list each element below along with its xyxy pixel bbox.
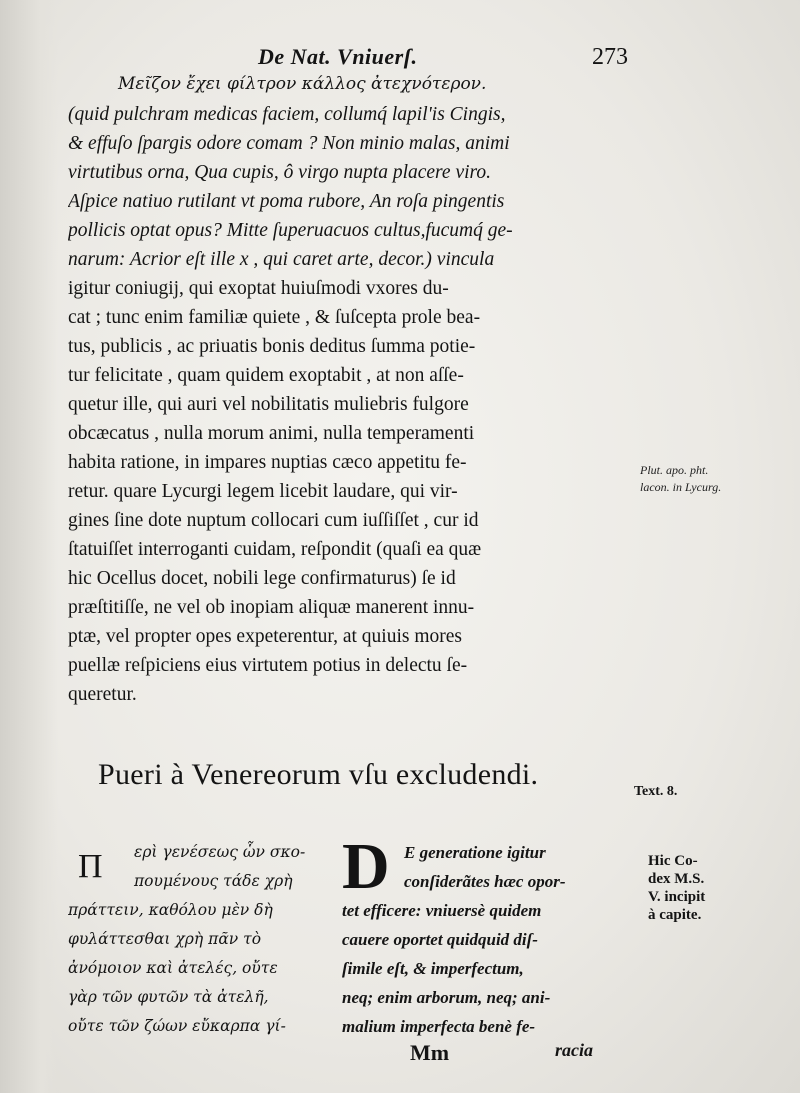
body-line: ptæ, vel propter opes expeterentur, at quiuis mores [68,626,462,647]
body-line: puellæ reſpiciens eius virtutem potius in delectu ſe- [68,655,468,676]
body-line: tus, publicis , ac priuatis bonis deditus ſumma potie- [68,336,476,357]
body-line: ſtatuiſſet interroganti cuidam, reſpondit (quaſi ea quæ [68,539,482,560]
latin-column-line: neq; enim arborum, neq; ani- [342,988,551,1007]
latin-column-line: malium imperfecta benè fe- [342,1017,536,1036]
running-head: De Nat. Vniuerſ. [258,44,418,69]
body-line: pollicis optat opus? Mitte ſuperuacuos cultus,fucumq́ ge- [68,220,513,241]
body-line: gines ſine dote nuptum collocari cum iuſſiſſet , cur id [68,510,479,531]
greek-column-line: ἀνόμοιον καὶ ἀτελές, οὔτε [68,959,278,977]
page-number: 273 [592,44,628,70]
latin-drop-cap: D [342,830,390,903]
body-line: & effuſo ſpargis odore comam ? Non minio malas, animi [68,133,510,154]
body-line: queretur. [68,684,137,705]
page-gutter-shadow [0,0,58,1093]
latin-column-line: cauere oportet quidquid diſ- [342,930,538,949]
marginal-note-plutarch: Plut. apo. pht. lacon. in Lycurg. [640,463,722,494]
latin-column-line: ſimile eſt, & imperfectum, [342,959,524,978]
latin-column-line: E generatione igitur [404,843,546,862]
latin-column-line: conſiderãtes hæc opor- [404,872,566,891]
codex-note-line: V. incipit [648,889,706,905]
body-line: igitur coniugij, qui exoptat huiuſmodi vxores du- [68,278,449,299]
greek-column-line: πράττειν, καθόλου μὲν δὴ [68,901,273,919]
body-line: hic Ocellus docet, nobili lege confirmaturus) ſe id [68,568,456,589]
signature-mark: Mm [410,1040,450,1065]
catchword: racia [555,1040,593,1060]
body-line: (quid pulchram medicas faciem, collumq́ lapil'is Cingis, [68,104,506,125]
body-line: cat ; tunc enim familiæ quiete , & ſuſcepta prole bea- [68,307,481,328]
body-text [68,100,633,709]
greek-column-line: πουμένους τάδε χρὴ [134,872,293,890]
greek-verse-line: Μεῖζον ἔχει φίλτρον κάλλος ἀτεχνότερον. [118,74,487,94]
body-line: narum: Acrior eſt ille x , qui caret arte, decor.) vincula [68,249,495,270]
text-number-label: Text. 8. [634,784,678,799]
greek-column [68,838,330,1041]
body-line: tur felicitate , quam quidem exoptabit , at non aſſe- [68,365,464,386]
codex-marginal-note [648,852,738,924]
greek-column-line: ερὶ γενέσεως ὧν σκο- [134,843,306,861]
body-line: obcæcatus , nulla morum animi, nulla temperamenti [68,423,475,444]
section-heading: Pueri à Venereorum vſu excludendi. [98,758,539,791]
body-line: quetur ille, qui auri vel nobilitatis muliebris fulgore [68,394,469,415]
body-line: retur. quare Lycurgi legem licebit laudare, qui vir- [68,481,458,502]
latin-column-line: tet efficere: vniuersè quidem [342,901,542,920]
codex-note-line: à capite. [648,907,702,923]
body-line: virtutibus orna, Qua cupis, ô virgo nupta placere viro. [68,162,492,183]
latin-column [342,838,634,1041]
greek-column-line: γὰρ τῶν φυτῶν τὰ ἀτελῆ, [68,988,269,1006]
body-line: habita ratione, in impares nuptias cæco appetitu fe- [68,452,467,473]
codex-note-line: dex M.S. [648,871,705,887]
body-line: Aſpice natiuo rutilant vt poma rubore, An roſa pingentis [68,191,505,212]
greek-column-line: οὔτε τῶν ζώων εὔκαρπα γί- [68,1017,286,1035]
greek-column-line: φυλάττεσθαι χρὴ πᾶν τὸ [68,930,262,948]
greek-initial-letter: Π [78,848,103,885]
codex-note-line: Hic Co- [648,853,698,869]
body-line: præſtitiſſe, ne vel ob inopiam aliquæ manerent innu- [68,597,475,618]
